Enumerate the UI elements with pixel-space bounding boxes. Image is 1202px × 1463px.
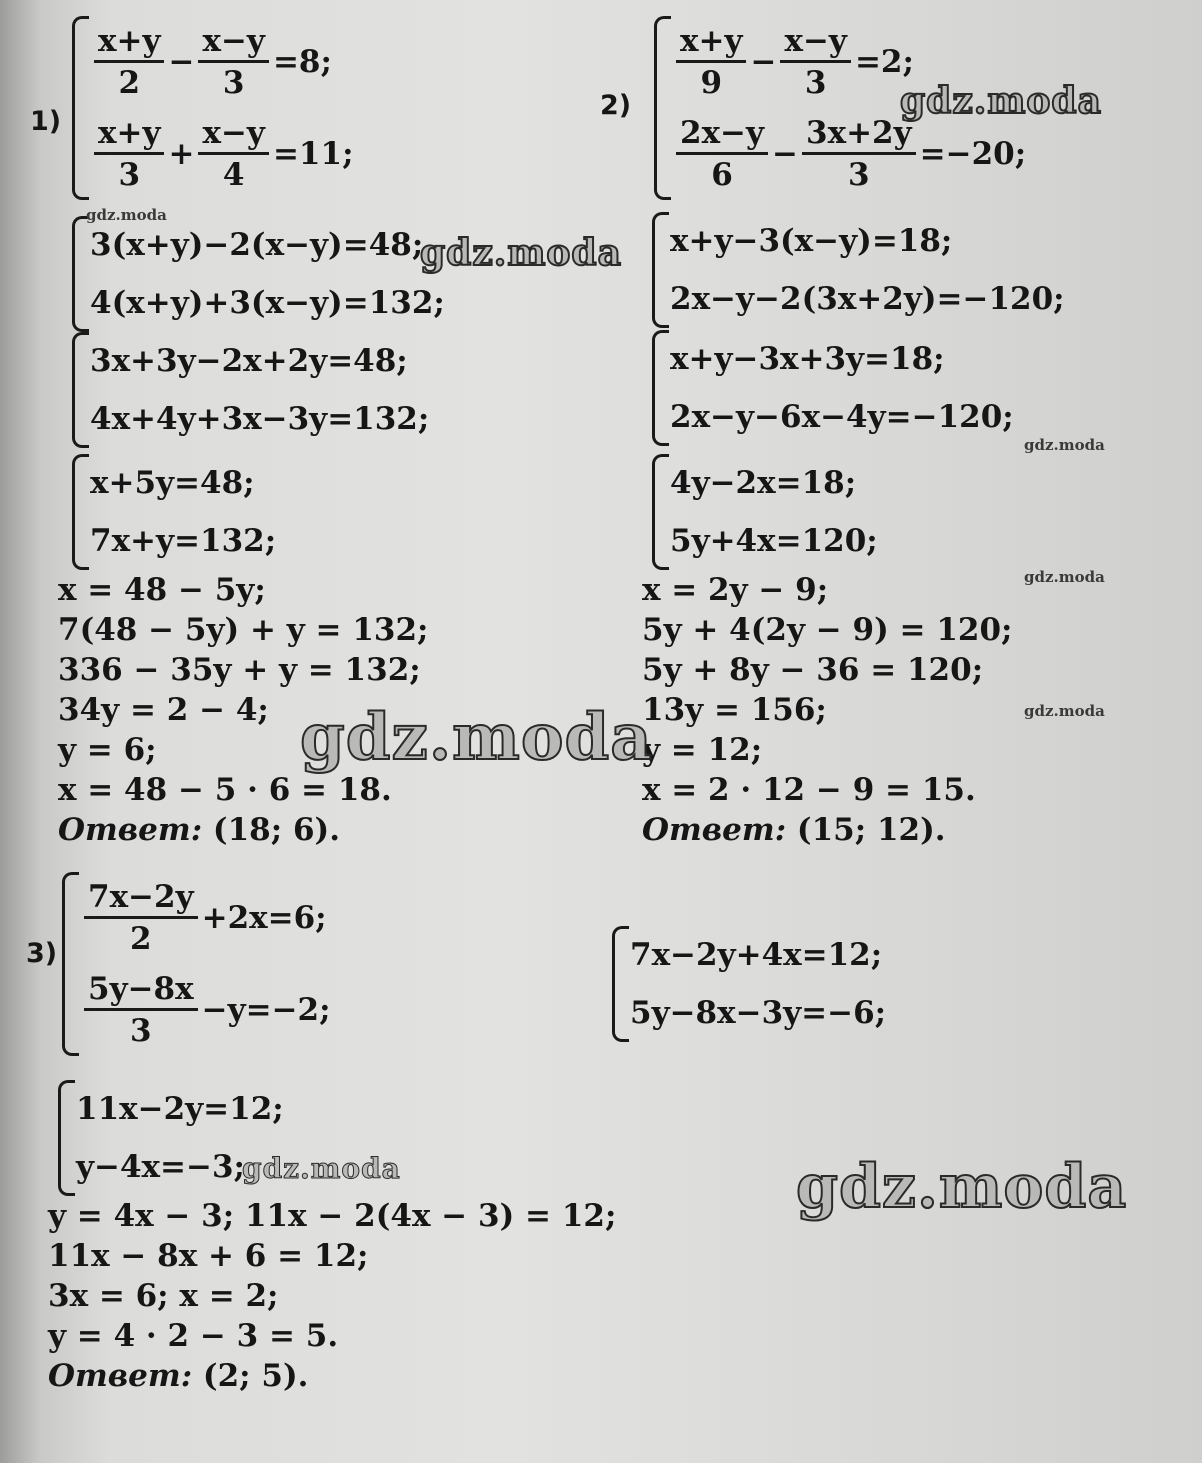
task-2-step-2: [652, 330, 1014, 446]
task-1-step-1: [72, 216, 445, 332]
equation-row: $\frac{5y-8x}{3}$ −y=−2;: [80, 964, 331, 1056]
answer-line: [642, 810, 1012, 850]
fraction: $\frac{x+y}{2}$: [94, 22, 164, 103]
watermark-logo: gdz.moda: [900, 80, 1102, 122]
task-1-number: 1): [30, 106, 62, 137]
answer-line: [48, 1356, 616, 1396]
equation-row: $\frac{7x-2y}{2}$ +2x=6;: [80, 872, 331, 964]
solution-line: x = 48 − 5y;: [58, 572, 266, 608]
solution-line: 5y + 8y − 36 = 120;: [642, 652, 984, 688]
watermark-small: gdz.moda: [1024, 568, 1105, 586]
fraction: $\frac{x+y}{9}$: [676, 22, 746, 103]
watermark-logo: gdz.moda: [300, 700, 653, 775]
solution-line: 5y + 4(2y − 9) = 120;: [642, 612, 1013, 648]
equation-row: $\frac{x+y}{9}$ − $\frac{x-y}{3}$ =2;: [672, 16, 1026, 108]
task-1-step-3: [72, 454, 276, 570]
task-3-step-1: [612, 926, 886, 1042]
equation-row: 4(x+y)+3(x−y)=132;: [90, 285, 445, 321]
equation-row: 2x−y−6x−4y=−120;: [670, 399, 1014, 435]
answer-label: Ответ:: [642, 812, 787, 848]
solution-line: 7(48 − 5y) + y = 132;: [58, 612, 429, 648]
equation-row: 7x+y=132;: [90, 523, 277, 559]
task-2-number: 2): [600, 90, 632, 121]
answer-value: (15; 12).: [786, 812, 946, 848]
solution-line: 336 − 35y + y = 132;: [58, 652, 421, 688]
task-3-system: [62, 872, 331, 1056]
answer-value: (18; 6).: [202, 812, 341, 848]
fraction: $\frac{2x-y}{6}$: [676, 114, 768, 195]
equation-row: 4x+4y+3x−3y=132;: [90, 401, 430, 437]
fraction: $\frac{x-y}{3}$: [780, 22, 850, 103]
fraction: $\frac{x-y}{3}$: [198, 22, 268, 103]
fraction: $\frac{x+y}{3}$: [94, 114, 164, 195]
solution-line: y = 4 · 2 − 3 = 5.: [48, 1318, 339, 1354]
solution-line: 13y = 156;: [642, 692, 827, 728]
equation-row: 5y−8x−3y=−6;: [630, 995, 887, 1031]
fraction: $\frac{3x+2y}{3}$: [802, 114, 916, 195]
task-1-system: [72, 16, 354, 200]
equation-row: $\frac{x+y}{2}$ − $\frac{x-y}{3}$ =8;: [90, 16, 354, 108]
solution-line: y = 6;: [58, 732, 157, 768]
task-2-step-1: [652, 212, 1065, 328]
task-1-step-2: [72, 332, 429, 448]
task-2-solution: [642, 570, 1012, 850]
equation-row: 11x−2y=12;: [76, 1091, 284, 1127]
solution-line: y = 12;: [642, 732, 763, 768]
watermark-logo: gdz.moda: [420, 232, 622, 274]
equation-row: $\frac{x+y}{3}$ + $\frac{x-y}{4}$ =11;: [90, 108, 354, 200]
solution-line: 11x − 8x + 6 = 12;: [48, 1238, 369, 1274]
equation-row: 4y−2x=18;: [670, 465, 857, 501]
solution-line: x = 48 − 5 · 6 = 18.: [58, 772, 392, 808]
watermark-small: gdz.moda: [86, 206, 167, 224]
fraction: $\frac{x-y}{4}$: [198, 114, 268, 195]
equation-row: 3x+3y−2x+2y=48;: [90, 343, 408, 379]
equation-row: 3(x+y)−2(x−y)=48;: [90, 227, 424, 263]
equation-row: $\frac{2x-y}{6}$ − $\frac{3x+2y}{3}$ =−20;: [672, 108, 1026, 200]
task-2-step-3: [652, 454, 878, 570]
equation-row: x+y−3x+3y=18;: [670, 341, 945, 377]
equation-row: 5y+4x=120;: [670, 523, 878, 559]
solution-line: 34y = 2 − 4;: [58, 692, 269, 728]
equation-row: y−4x=−3;: [76, 1149, 246, 1185]
watermark-small: gdz.moda: [1024, 702, 1105, 720]
watermark-logo: gdz.moda: [796, 1152, 1128, 1222]
answer-label: Ответ:: [48, 1358, 193, 1394]
equation-row: x+5y=48;: [90, 465, 255, 501]
task-3-solution: [48, 1196, 616, 1396]
solution-line: 3x = 6; x = 2;: [48, 1278, 279, 1314]
answer-label: Ответ:: [58, 812, 203, 848]
watermark-logo: gdz.moda: [242, 1152, 401, 1185]
answer-line: [58, 810, 428, 850]
fraction: $\frac{7x-2y}{2}$: [84, 878, 198, 959]
answer-value: (2; 5).: [192, 1358, 309, 1394]
watermark-small: gdz.moda: [1024, 436, 1105, 454]
equation-row: x+y−3(x−y)=18;: [670, 223, 953, 259]
equation-row: 2x−y−2(3x+2y)=−120;: [670, 281, 1065, 317]
solution-line: y = 4x − 3; 11x − 2(4x − 3) = 12;: [48, 1198, 617, 1234]
equation-row: 7x−2y+4x=12;: [630, 937, 883, 973]
solution-line: x = 2y − 9;: [642, 572, 829, 608]
brace: [72, 16, 89, 200]
fraction: $\frac{5y-8x}{3}$: [84, 970, 198, 1051]
solution-line: x = 2 · 12 − 9 = 15.: [642, 772, 976, 808]
task-3-number: 3): [26, 938, 58, 969]
